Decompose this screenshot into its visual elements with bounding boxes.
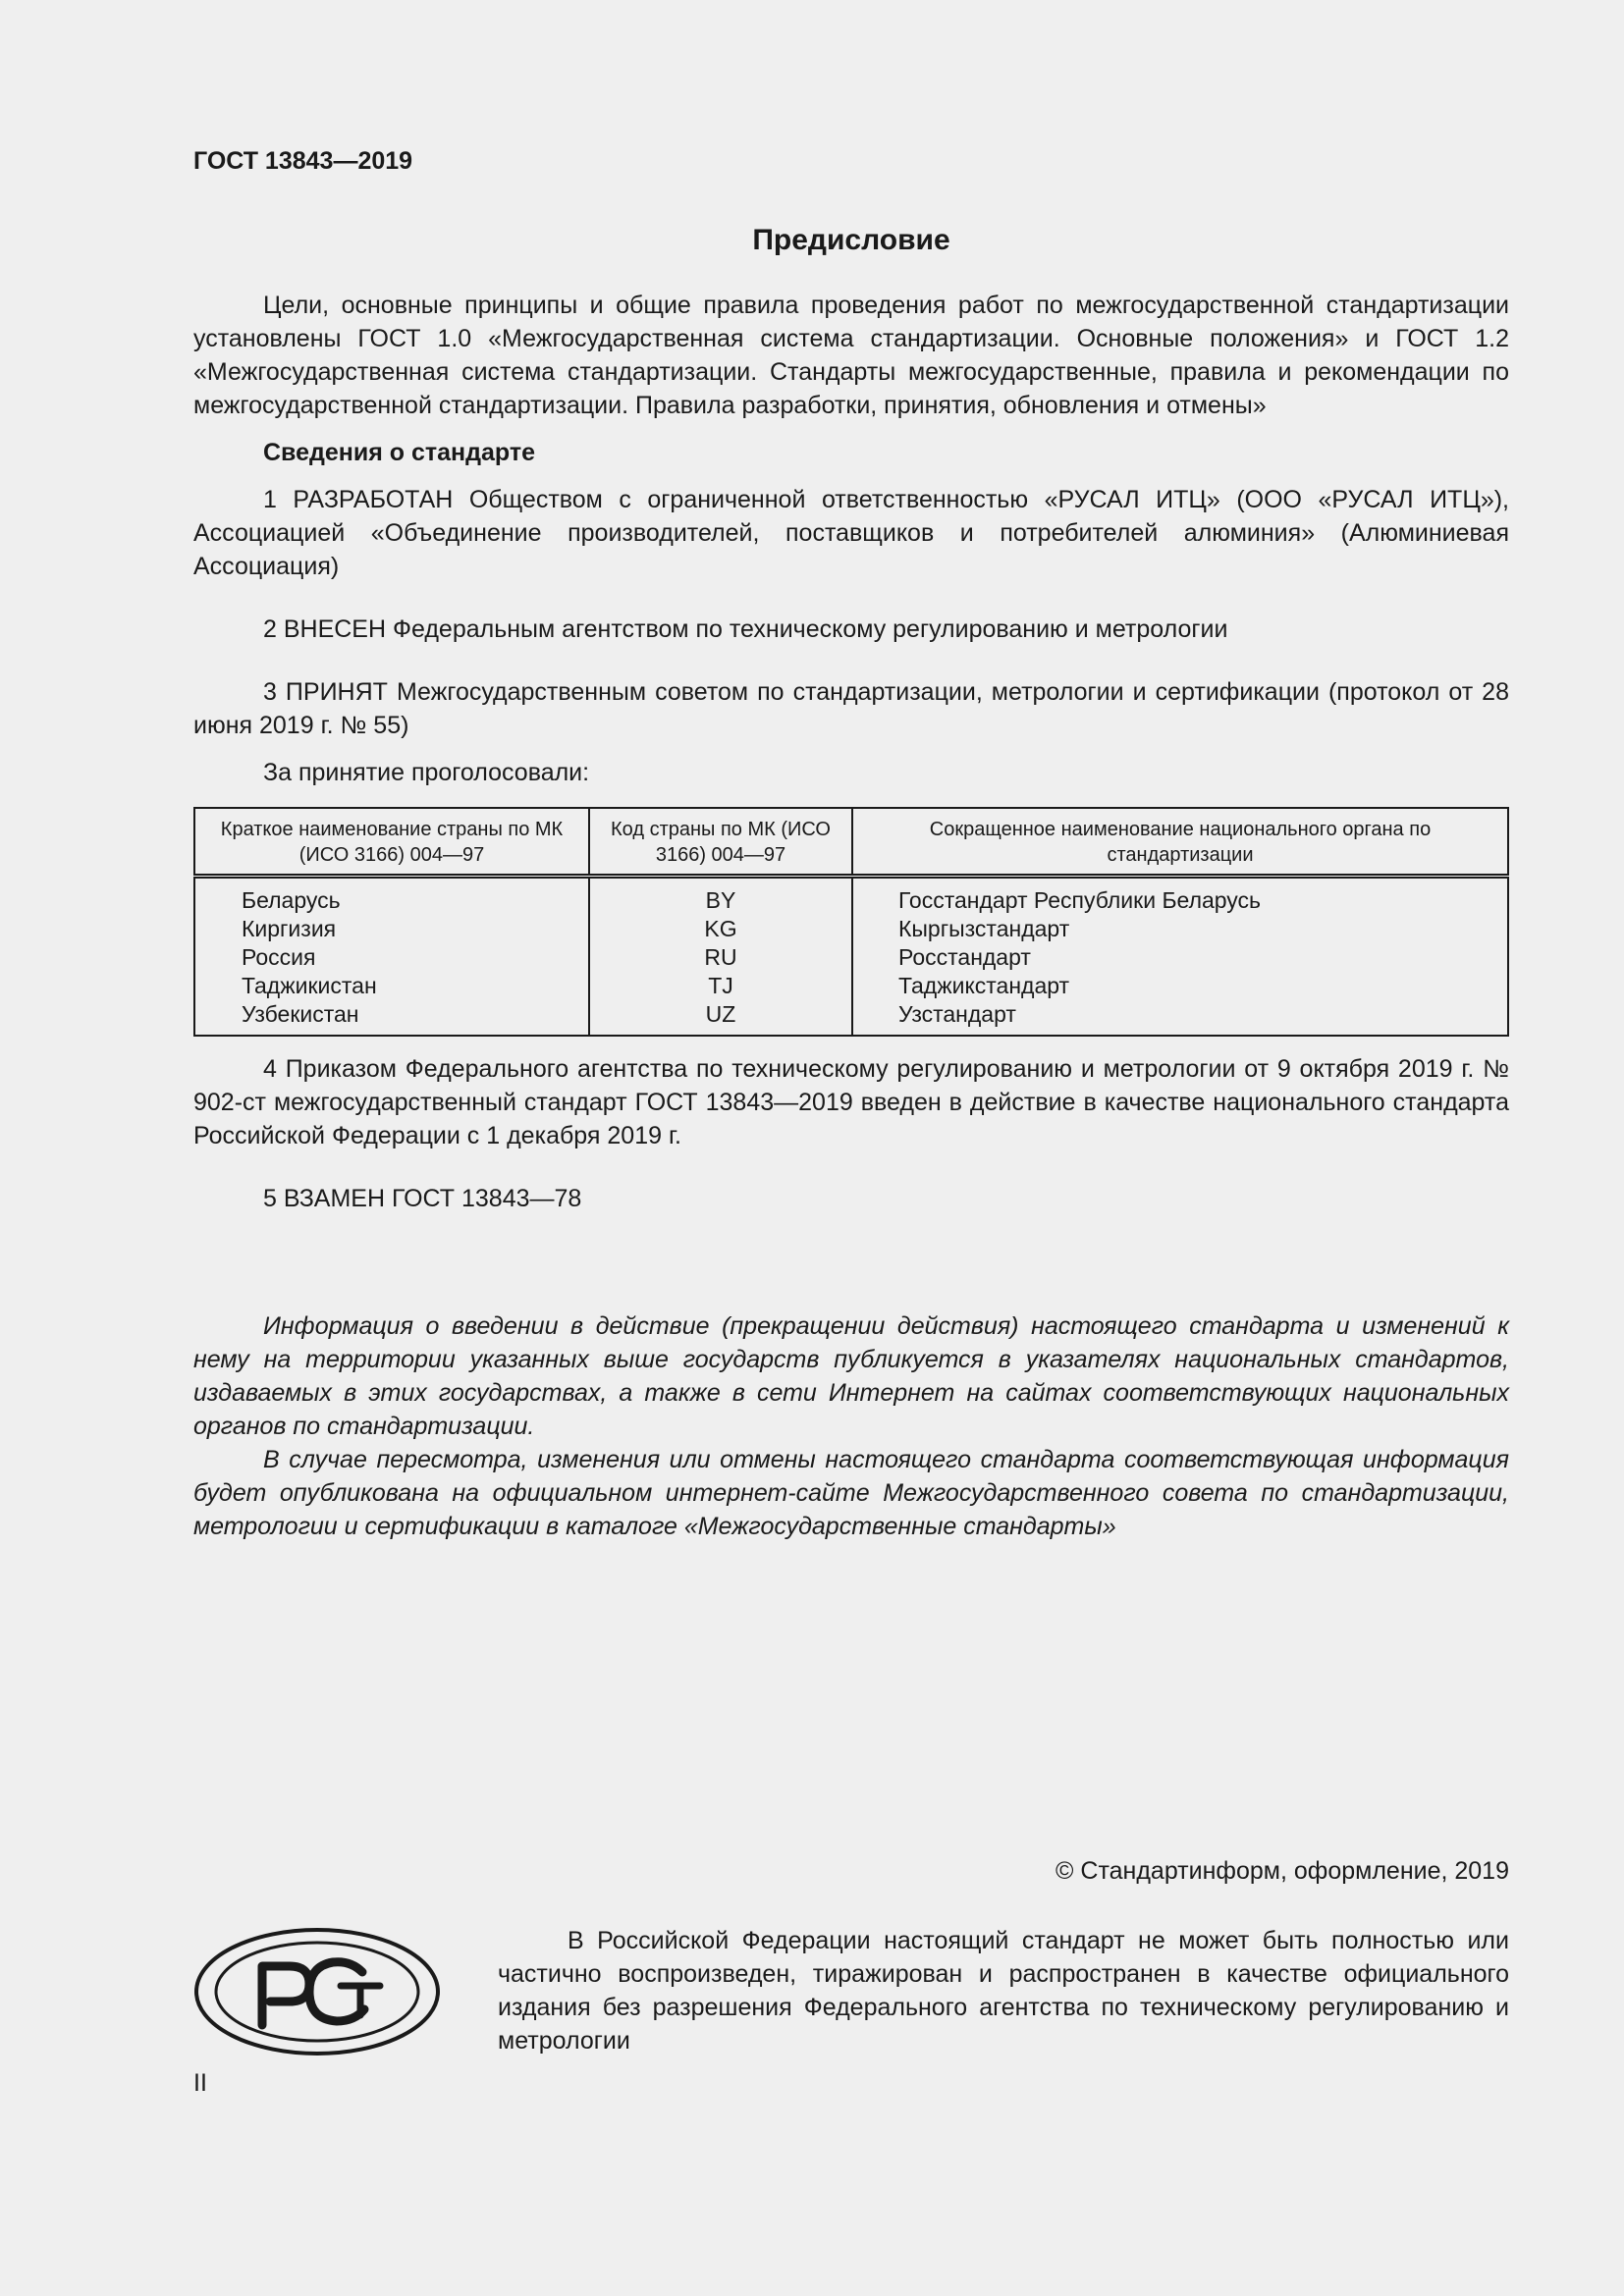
country-code: RU: [589, 943, 852, 972]
table-row: [194, 943, 1508, 972]
country-name: Узбекистан: [194, 1000, 589, 1036]
country-code: UZ: [589, 1000, 852, 1036]
notice-paragraph-1: Информация о введении в действие (прекращении действия) настоящего стандарта и изменений к нему на территории указанных выше государств публикуется в указателях национальных стандартов, издаваемых в этих государствах, а также в сети Интернет на сайтах соответствующих национальных органов по стандартизации.: [193, 1312, 1509, 1440]
country-code: TJ: [589, 972, 852, 1000]
notice-paragraph-2: В случае пересмотра, изменения или отмены настоящего стандарта соответствующая информация будет опубликована на официальном интернет-сайте Межгосударственного совета по стандартизации, метрологии и сертификации в каталоге «Межгосударственные стандарты»: [193, 1446, 1509, 1540]
document-id-header: ГОСТ 13843—2019: [193, 147, 413, 175]
page-number: II: [193, 2069, 207, 2097]
country-name: Таджикистан: [194, 972, 589, 1000]
voting-countries-table: [193, 807, 1509, 1037]
column-header-body: Сокращенное наименование национального органа по стандартизации: [852, 808, 1508, 877]
item-4-order: 4 Приказом Федерального агентства по техническому регулированию и метрологии от 9 октября 2019 г. № 902-ст межгосударственный стандарт ГОСТ 13843—2019 введен в действие в качестве национального стандарта Российской Федерации с 1 декабря 2019 г.: [193, 1055, 1509, 1149]
country-name: Беларусь: [194, 877, 589, 916]
table-row: [194, 1000, 1508, 1036]
copyright-line: © Стандартинформ, оформление, 2019: [1056, 1857, 1509, 1885]
intro-paragraph: Цели, основные принципы и общие правила проведения работ по межгосударственной стандартизации установлены ГОСТ 1.0 «Межгосударственная система стандартизации. Основные положения» и ГОСТ 1.2 «Межгосударственная система стандартизации. Стандарты межгосударственные, правила и рекомендации по межгосударственной стандартизации. Правила разработки, принятия, обновления и отмены»: [193, 292, 1509, 419]
table-header-row: [194, 808, 1508, 877]
main-content: [193, 224, 1509, 1543]
info-heading: Сведения о стандарте: [263, 439, 536, 466]
country-code: KG: [589, 915, 852, 943]
rst-certification-mark-icon: [193, 1927, 441, 2056]
country-name: Киргизия: [194, 915, 589, 943]
table-row: [194, 972, 1508, 1000]
standards-body: Госстандарт Республики Беларусь: [852, 877, 1508, 916]
item-1-developed: 1 РАЗРАБОТАН Обществом с ограниченной ответственностью «РУСАЛ ИТЦ» (ООО «РУСАЛ ИТЦ»), Ассоциацией «Объединение производителей, поставщиков и потребителей алюминия» (Алюминиевая Ассоциация): [193, 486, 1509, 580]
standards-body: Росстандарт: [852, 943, 1508, 972]
standards-body: Таджикстандарт: [852, 972, 1508, 1000]
country-code: BY: [589, 877, 852, 916]
item-5-replaces: 5 ВЗАМЕН ГОСТ 13843—78: [263, 1185, 582, 1212]
page-title: Предисловие: [752, 224, 950, 256]
column-header-country: Краткое наименование страны по МК (ИСО 3166) 004—97: [194, 808, 589, 877]
standards-body: Узстандарт: [852, 1000, 1508, 1036]
reproduction-rights-notice: В Российской Федерации настоящий стандарт не может быть полностью или частично воспроизведен, тиражирован и распространен в качестве официального издания без разрешения Федерального агентства по техническому регулированию и метрологии: [498, 1927, 1509, 2055]
country-name: Россия: [194, 943, 589, 972]
table-row: [194, 915, 1508, 943]
item-2-submitted: 2 ВНЕСЕН Федеральным агентством по техническому регулированию и метрологии: [263, 615, 1228, 643]
column-header-code: Код страны по МК (ИСО 3166) 004—97: [589, 808, 852, 877]
vote-intro: За принятие проголосовали:: [263, 759, 590, 786]
standards-body: Кыргызстандарт: [852, 915, 1508, 943]
table-row: [194, 877, 1508, 916]
item-3-adopted: 3 ПРИНЯТ Межгосударственным советом по стандартизации, метрологии и сертификации (протокол от 28 июня 2019 г. № 55): [193, 678, 1509, 739]
